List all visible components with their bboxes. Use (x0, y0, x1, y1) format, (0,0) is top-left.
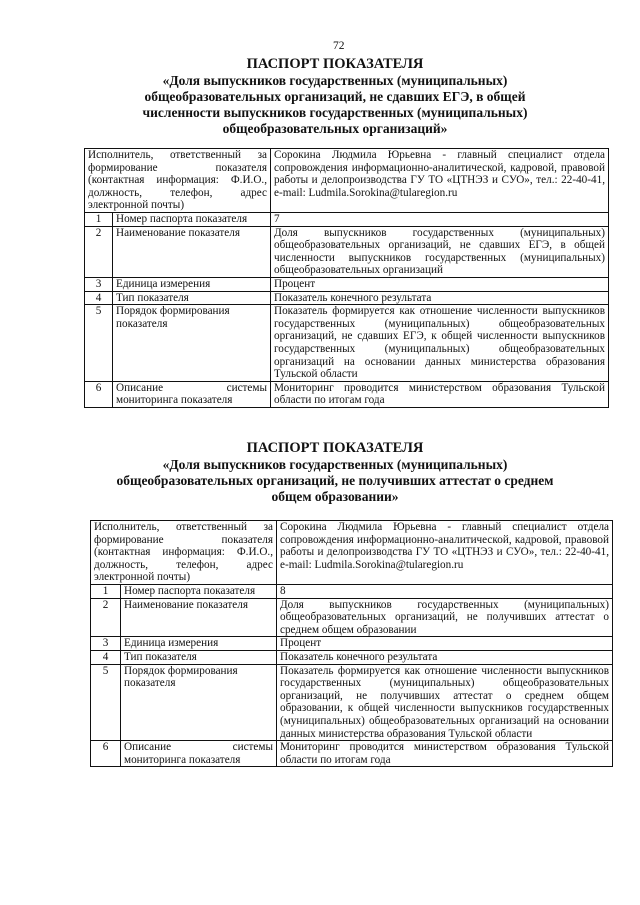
passport-1-subtitle-line: общеобразовательных организаций, не сдавших ЕГЭ, в общей (144, 89, 526, 104)
executor-value: Сорокина Людмила Юрьевна - главный специалист отдела сопровождения информационно-аналитической, кадровой, правовой работы и делопроизводства ГУ ТО «ЦТНЭЗ и СУО», тел.: 22-40-41, e-mail: Ludmila.Sorokina@tularegion.ru (271, 149, 609, 213)
passport-1-title: ПАСПОРТ ПОКАЗАТЕЛЯ (246, 56, 424, 72)
row-value: 8 (277, 584, 613, 598)
row-number: 5 (85, 305, 113, 382)
passport-1-subtitle-line: численности выпускников государственных (муниципальных) (142, 105, 528, 120)
row-value: Показатель конечного результата (271, 291, 609, 305)
row-number: 3 (91, 637, 121, 651)
row-number: 2 (91, 598, 121, 637)
passport-1-heading (100, 56, 570, 137)
table-row (91, 664, 613, 741)
row-value: Мониторинг проводится министерством образования Тульской области по итогам года (271, 381, 609, 407)
row-label: Единица измерения (113, 277, 271, 291)
row-label: Номер паспорта показателя (113, 212, 271, 226)
table-row (91, 521, 613, 585)
row-number: 5 (91, 664, 121, 741)
row-value: Показатель конечного результата (277, 650, 613, 664)
table-row (85, 305, 609, 382)
page-number: 72 (333, 40, 345, 52)
passport-1-subtitle-line: общеобразовательных организаций» (222, 121, 448, 136)
row-value: Процент (271, 277, 609, 291)
row-number: 4 (85, 291, 113, 305)
row-value: 7 (271, 212, 609, 226)
row-value: Доля выпускников государственных (муниципальных) общеобразовательных организаций, не получивших аттестат о среднем общем образовании (277, 598, 613, 637)
row-label: Наименование показателя (121, 598, 277, 637)
table-row (91, 598, 613, 637)
passport-2-table (90, 520, 613, 767)
passport-2-subtitle-line: «Доля выпускников государственных (муниципальных) (162, 457, 508, 472)
row-label: Тип показателя (121, 650, 277, 664)
table-row (85, 226, 609, 277)
row-value: Показатель формируется как отношение численности выпускников государственных (муниципальных) общеобразовательных организаций, не сдавших ЕГЭ, к общей численности выпускников государственных (муниципальных) общеобразовательных организаций на основании данных министерства образования Тульской области (271, 305, 609, 382)
row-value: Мониторинг проводится министерством образования Тульской области по итогам года (277, 741, 613, 767)
row-number: 3 (85, 277, 113, 291)
row-value: Процент (277, 637, 613, 651)
table-row (91, 650, 613, 664)
row-number: 6 (85, 381, 113, 407)
row-number: 1 (85, 212, 113, 226)
row-label: Описание системы мониторинга показателя (121, 741, 277, 767)
row-number: 6 (91, 741, 121, 767)
row-label: Порядок формирования показателя (121, 664, 277, 741)
executor-label: Исполнитель, ответственный за формирование показателя (контактная информация: Ф.И.О., должность, телефон, адрес электронной почты) (91, 521, 277, 585)
row-label: Единица измерения (121, 637, 277, 651)
row-label: Тип показателя (113, 291, 271, 305)
table-row (85, 149, 609, 213)
executor-value: Сорокина Людмила Юрьевна - главный специалист отдела сопровождения информационно-аналитической, кадровой, правовой работы и делопроизводства ГУ ТО «ЦТНЭЗ и СУО», тел.: 22-40-41, e-mail: Ludmila.Sorokina@tularegion.ru (277, 521, 613, 585)
row-number: 2 (85, 226, 113, 277)
row-number: 1 (91, 584, 121, 598)
row-value: Доля выпускников государственных (муниципальных) общеобразовательных организаций, не сдавших ЕГЭ, в общей численности выпускников государственных (муниципальных) общеобразовательных организаций (271, 226, 609, 277)
table-row (85, 212, 609, 226)
row-number: 4 (91, 650, 121, 664)
passport-1-table (84, 148, 609, 408)
row-label: Наименование показателя (113, 226, 271, 277)
passport-2-subtitle-line: общем образовании» (271, 489, 399, 504)
row-label: Номер паспорта показателя (121, 584, 277, 598)
passport-2-heading (100, 440, 570, 505)
passport-2-subtitle-line: общеобразовательных организаций, не получивших аттестат о среднем (116, 473, 554, 488)
passport-2-title: ПАСПОРТ ПОКАЗАТЕЛЯ (246, 440, 424, 456)
executor-label: Исполнитель, ответственный за формирование показателя (контактная информация: Ф.И.О., должность, телефон, адрес электронной почты) (85, 149, 271, 213)
row-value: Показатель формируется как отношение численности выпускников государственных (муниципальных) общеобразовательных организаций, не получивших аттестат о среднем общем образовании, к общей численности выпускников государственных (муниципальных) общеобразовательных организаций на основании данных министерства образования Тульской области (277, 664, 613, 741)
table-row (85, 277, 609, 291)
passport-1-subtitle-line: «Доля выпускников государственных (муниципальных) (162, 73, 508, 88)
table-row (91, 741, 613, 767)
table-row (85, 291, 609, 305)
table-row (91, 584, 613, 598)
table-row (85, 381, 609, 407)
row-label: Описание системы мониторинга показателя (113, 381, 271, 407)
table-row (91, 637, 613, 651)
row-label: Порядок формирования показателя (113, 305, 271, 382)
